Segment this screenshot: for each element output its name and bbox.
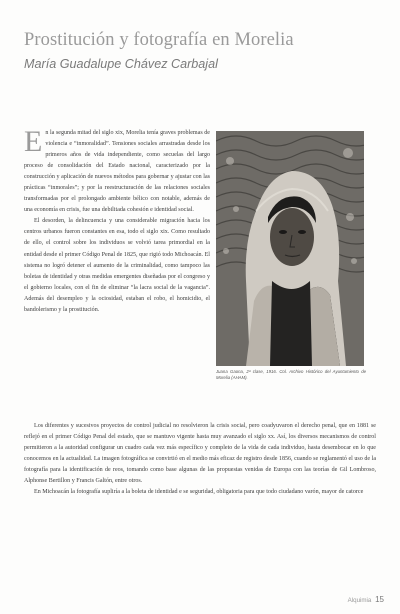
text-full-width xyxy=(24,421,376,498)
page-footer xyxy=(348,595,384,604)
page-number: 15 xyxy=(375,595,384,604)
photo-caption: Juana Gaona, 2ª clase, 1916. Col. Archivo Histórico del Ayuntamiento de Morelia (AHAM). xyxy=(216,369,366,381)
article-title: Prostitución y fotografía en Morelia xyxy=(24,30,294,50)
paragraph xyxy=(24,125,210,216)
paragraph: En Michoacán la fotografía supliría a la boleta de identidad e se seguridad, obligatoria para que todo ciudadano varón, mayor de catorce xyxy=(34,489,364,496)
portrait-photo xyxy=(216,131,364,366)
paragraph: Los diferentes y sucesivos proyectos de control judicial no resolvieron la crisis social, pero coadyuvaron el derecho penal, que en 1881 se reflejó en el primer Código Penal del estado, que se mantuvo vigente hasta muy avanzado el siglo xx. Así, los diversos mecanismos de control permitieron a la autoridad configurar un cuadro cada vez más específico y completo de la vida de cada individuo, hasta desembocar en lo que conocemos en la actualidad. La imagen fotográfica se convirtió en el medio más eficaz de registro desde 1856, cuando se reglamentó el uso de la fotografía para la identificación de reos, tomando como base algunas de las propuestas venidas de Europa con las teorías de Gil Lombroso, Alphonse Bertillon y Francis Galtón, entre otros. xyxy=(24,423,376,485)
footer-label: Alquimia xyxy=(347,597,372,604)
article-author: María Guadalupe Chávez Carbajal xyxy=(24,57,218,71)
text-column xyxy=(24,125,210,316)
drop-cap: E xyxy=(24,125,43,158)
paragraph: El desorden, la delincuencia y una considerable migración hacia los centros urbanos fueron constantes en esa, todo el siglo xix. Como resultado de ello, el control sobre los individuos se volvió tarea primordial en la entidad desde el primer Código Penal de 1825, que rigió todo Michoacán. El sistema no logró detener el aumento de la criminalidad, como tampoco las boletas de identidad y otras medidas emergentes diseñadas por el congreso y el gobierno locales, con el fin de eliminar “la lacra social de la vagancia”. Además del desempleo y la ociosidad, estaban el robo, el homicidio, el bandolerismo y la prostitución. xyxy=(24,218,210,313)
paragraph-text: n la segunda mitad del siglo xix, Morelia tenía graves problemas de violencia e “inmoralidad”. Tensiones sociales arrastradas desde los primeros años de vida independiente, como secuelas del largo proceso de consolidación del Estado nacional, caracterizado por la construcción y aplicación de nuevos métodos para gobernar y ajustar con las prácticas “inmorales”; y por la reestructuración de las relaciones sociales transformadas por el prolongado ambiente bélico con notable, además de una economía en crisis, fue una debilitada cohesión e identidad social. xyxy=(24,130,210,214)
portrait-photo-graphic xyxy=(216,131,364,366)
